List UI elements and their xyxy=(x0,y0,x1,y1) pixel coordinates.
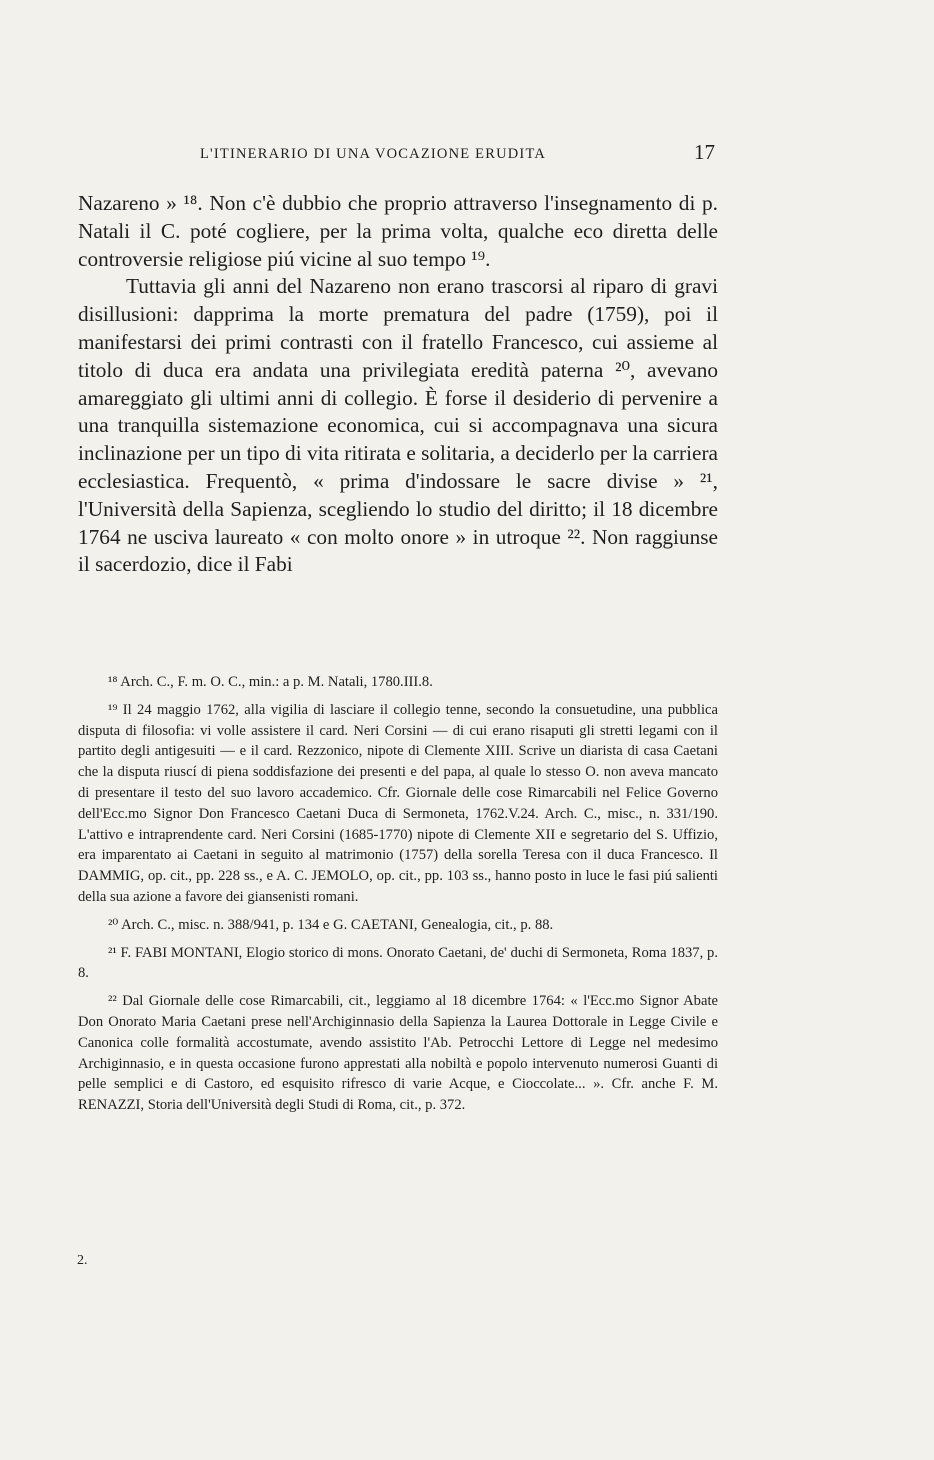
footnote-19: ¹⁹ Il 24 maggio 1762, alla vigilia di lasciare il collegio tenne, secondo la consuetudine, una pubblica disputa di filosofia: vi volle assistere il card. Neri Corsini — di cui erano risaputi gli stretti legami con il partito degli antigesuiti — e il card. Rezzonico, nipote di Clemente XIII. Scrive un diarista di casa Caetani che la disputa riuscí di piena soddisfazione dei presenti e del papa, al quale lo stesso O. non aveva mancato di presentare il testo del suo lavoro accademico. Cfr. Giornale delle cose Rimarcabili nel Felice Governo dell'Ecc.mo Signor Don Francesco Caetani Duca di Sermoneta, 1762.V.24. Arch. C., misc., n. 331/190. L'attivo e intraprendente card. Neri Corsini (1685-1770) nipote di Clemente XII e segretario del S. Uffizio, era imparentato ai Caetani in seguito al matrimonio (1757) della sorella Teresa con il duca Francesco. Il DAMMIG, op. cit., pp. 228 ss., e A. C. JEMOLO, op. cit., pp. 103 ss., hanno posto in luce le fasi piú salienti della sua azione a favore dei giansenisti romani. xyxy=(78,701,718,905)
page-number: 17 xyxy=(694,140,715,164)
footnotes xyxy=(78,672,718,1116)
footnote-20: ²⁰ Arch. C., misc. n. 388/941, p. 134 e G. CAETANI, Genealogia, cit., p. 88. xyxy=(108,916,554,933)
footnote-18: ¹⁸ Arch. C., F. m. O. C., min.: a p. M. Natali, 1780.III.8. xyxy=(108,674,433,690)
running-title: L'ITINERARIO DI UNA VOCAZIONE ERUDITA xyxy=(200,146,547,162)
body-paragraph: Nazareno » ¹⁸. Non c'è dubbio che proprio attraverso l'insegnamento di p. Natali il C. poté cogliere, per la prima volta, qualche eco diretta delle controversie religiose piú vicine al suo tempo ¹⁹. xyxy=(78,191,718,271)
signature-mark: 2. xyxy=(77,1253,88,1268)
body-paragraph: Tuttavia gli anni del Nazareno non erano trascorsi al riparo di gravi disillusioni: dapprima la morte prematura del padre (1759), poi il manifestarsi dei primi contrasti con il fratello Francesco, cui assieme al titolo di duca era andata una privilegiata eredità paterna ²⁰, avevano amareggiato gli ultimi anni di collegio. È forse il desiderio di pervenire a una tranquilla sistemazione economica, cui si accompagnava una sicura inclinazione per un tipo di vita ritirata e solitaria, a deciderlo per la carriera ecclesiastica. Frequentò, « prima d'indossare le sacre divise » ²¹, l'Università della Sapienza, scegliendo lo studio del diritto; il 18 dicembre 1764 ne usciva laureato « con molto onore » in utroque ²². Non raggiunse il sacerdozio, dice il Fabi xyxy=(78,274,718,577)
main-text xyxy=(78,190,718,579)
page-header xyxy=(0,140,934,170)
footnote-21: ²¹ F. FABI MONTANI, Elogio storico di mons. Onorato Caetani, de' duchi di Sermoneta, Roma 1837, p. 8. xyxy=(78,944,718,982)
footnote-22: ²² Dal Giornale delle cose Rimarcabili, cit., leggiamo al 18 dicembre 1764: « l'Ecc.mo Signor Abate Don Onorato Maria Caetani prese nell'Archiginnasio della Sapienza la Laurea Dottorale in Legge Civile e Canonica colle formalità accostumate, avendo assistito l'Ab. Petrocchi Lettore di Legge nel medesimo Archiginnasio, e in questa occasione furono apprestati alla nobiltà e popolo intervenuto numerosi Guanti di pelle semplici e di Castoro, ed esquisito rifresco di varie Acque, e Cioccolate... ». Cfr. anche F. M. RENAZZI, Storia dell'Università degli Studi di Roma, cit., p. 372. xyxy=(78,993,718,1114)
